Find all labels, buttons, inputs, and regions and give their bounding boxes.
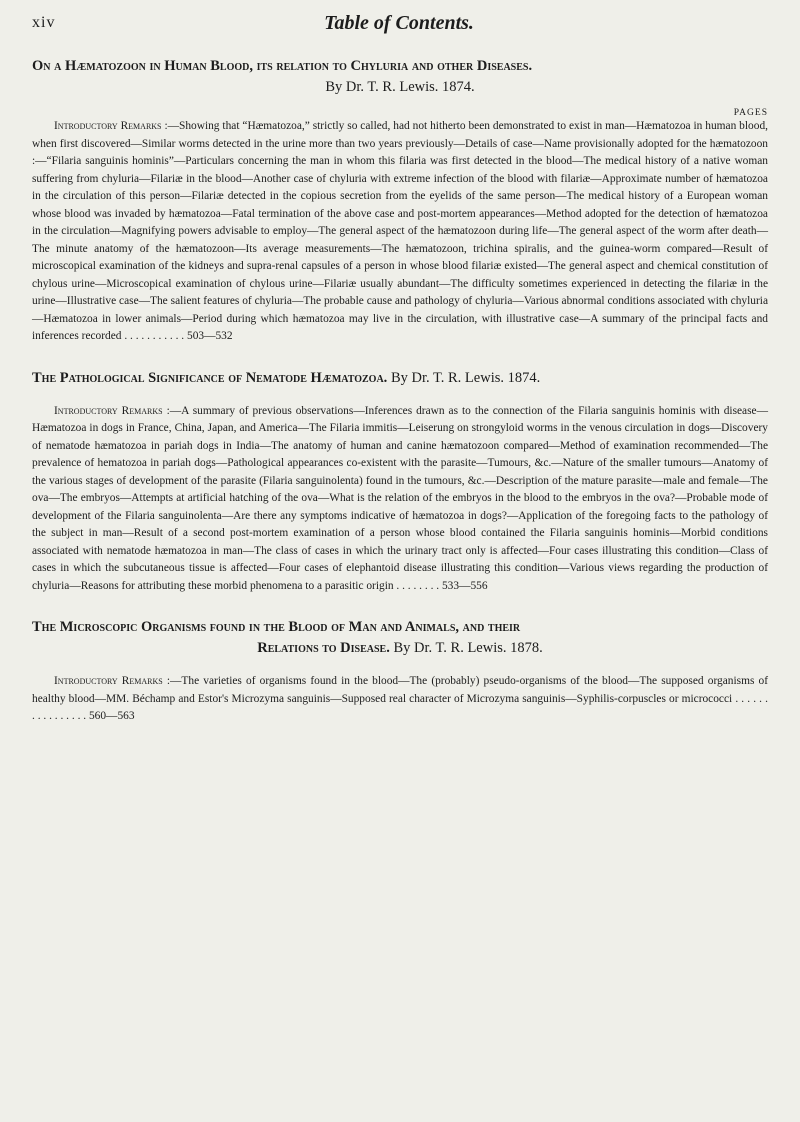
section-title-text-2: Relations to Disease. — [257, 640, 390, 656]
section-title — [32, 617, 768, 638]
section-title — [32, 368, 768, 389]
introductory-remarks-label: Introductory Remarks — [54, 120, 162, 132]
page-header — [32, 12, 766, 36]
introductory-remarks-label: Introductory Remarks — [54, 675, 163, 687]
author-line: By Dr. T. R. Lewis. 1878. — [393, 640, 543, 656]
toc-content — [32, 56, 768, 726]
introductory-remarks-label: Introductory Remarks — [54, 404, 163, 417]
summary-text: :—The varieties of organisms found in the blood—The (probably) pseudo-organisms of the blood—The supposed organisms of healthy blood—MM. Béchamp and Estor's Microzyma sanguinis—Supposed real character of Microzyma sanguinis—Syphilis-corpuscles or micrococci . . . . . . . . . . . . . . . . — [32, 675, 768, 722]
section-author — [32, 77, 768, 98]
summary-text: :—A summary of previous observations—Inferences drawn as to the connection of the Filaria sanguinis hominis with disease—Hæmatozoa in dogs in France, China, Japan, and America—The Filaria immitis—Leiserung on strongyloid worms in the venous circulation in dogs—Discovery of nematode hæmatozoa in pariah dogs in India—The anatomy of human and canine hæmatozoon compared—Method of examination recommended—The prevalence of hematozoa in pariah dogs—Pathological appearances co-existent with the parasite—Tumours, &c.—Nature of the smaller tumours—Anatomy of the various stages of development of the parasite (Filaria sanguinolenta) found in the tumours, &c.—Description of the mature parasite—male and female—The ova—The embryos—Attempts at artificial hatching of the ova—What is the relation of the embryos in the blood to the embryos in the ova?—Probable mode of development of the Filaria sanguinolenta—Are there any symptoms indicative of hæmatozoa in dogs?—Application of the foregoing facts to the pathology of the subject in man—Result of a second post-mortem examination of a person whose blood contained the Filaria sanguinis hominis—Morbid conditions associated with nematode hæmatozoa in man—The class of cases in which the urinary tract only is affected—Four cases illustrating this condition—Class of cases in which the subcutaneous tissue is affected—Four cases of elephantoid disease illustrating this condition—Various views regarding the production of chyluria—Reasons for attributing these morbid phenomena to a parasitic origin . . . . . . . . — [32, 404, 768, 592]
toc-section — [32, 368, 768, 596]
section-summary — [32, 403, 768, 596]
author-line: By Dr. T. R. Lewis. 1874. — [325, 79, 475, 95]
section-summary — [32, 118, 768, 346]
section-title-continued — [32, 638, 768, 659]
author-line: By Dr. T. R. Lewis. 1874. — [390, 369, 541, 386]
section-summary — [32, 673, 768, 726]
section-title-text: The Pathological Significance of Nematode Hæmatozoa. — [32, 369, 388, 386]
toc-section — [32, 56, 768, 346]
page-number: xiv — [32, 14, 56, 31]
summary-text: :—Showing that “Hæmatozoa,” strictly so called, had not hitherto been demonstrated to exist in man—Hæmatozoa in human blood, when first discovered—Similar worms detected in the urine more than two years previously—Details of case—Name provisionally adopted for the hæmatozoon :—“Filaria sanguinis hominis”—Particulars concerning the man in whom this filaria was first detected in the blood—The medical history of a native woman suffering from chyluria—Filariæ in the blood—Another case of chyluria with extreme infection of the blood with filariæ—Approximate number of hæmatozoa in the circulation of this person—Filariæ detected in the copious secretion from the eyelids of the same person—The medical history of a European woman whose blood was invaded by hæmatozoa—Fatal termination of the above case and post-mortem appearances—Method adopted for the detection of hæmatozoa in the circulation—Magnifying powers advisable to employ—The general aspect of the hæmatozoon during life—The general aspect of the worm after death—The minute anatomy of the hæmatozoon—Its average measurements—The hæmatozoon, trichina spiralis, and the guinea-worm compared—Result of microscopical examination of the kidneys and supra-renal capsules of a person in whose blood filariæ existed—The general aspect and chemical constitution of chylous urine—Microscopical examination of chylous urine—Filariæ usually abundant—The difficulty sometimes experienced in detecting the filariæ in the urine—Illustrative case—The salient features of chyluria—The probable cause and pathology of chyluria—Various abnormal conditions associated with chyluria—Hæmatozoa in lower animals—Period during which hæmatozoa may live in the circulation, with illustrative case—A summary of the principal facts and inferences recorded . . . . . . . . . . . — [32, 120, 768, 342]
section-title-text: The Microscopic Organisms found in the Blood of Man and Animals, and their — [32, 619, 521, 635]
section-title — [32, 56, 768, 77]
pages-column-label: PAGES — [733, 108, 768, 118]
toc-section — [32, 617, 768, 726]
page-range: 503—532 — [187, 330, 233, 342]
page-range: 533—556 — [441, 579, 488, 592]
section-title-text: On a Hæmatozoon in Human Blood, its relation to Chyluria and other Diseases. — [32, 58, 533, 74]
page-range: 560—563 — [88, 710, 135, 722]
running-title: Table of Contents. — [324, 12, 474, 34]
